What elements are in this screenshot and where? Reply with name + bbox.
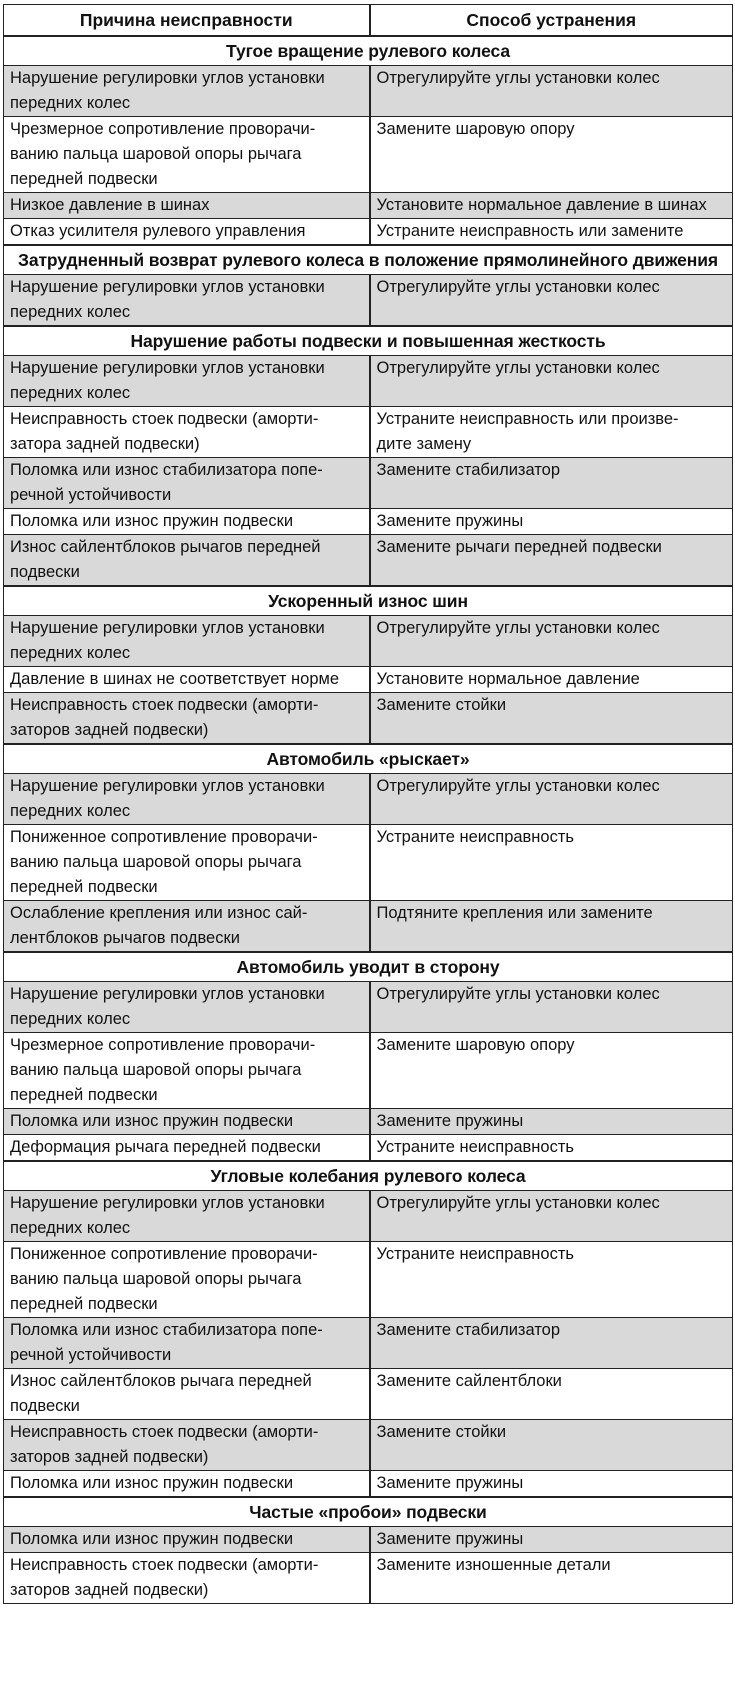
cause-cell	[4, 1420, 370, 1471]
table-row	[4, 1135, 733, 1162]
cause-cell	[4, 193, 370, 219]
cause-text: Неисправность стоек подвески (аморти- заторов задней подвески)	[10, 696, 319, 739]
remedy-cell	[370, 193, 733, 219]
remedy-text: Устраните неисправность	[376, 828, 575, 846]
table-row	[4, 1242, 733, 1318]
remedy-cell	[370, 982, 733, 1033]
remedy-text: Установите нормальное давление	[376, 670, 640, 688]
cause-cell	[4, 509, 370, 535]
cause-text: Неисправность стоек подвески (аморти- затора задней подвески)	[10, 410, 319, 453]
cause-cell	[4, 1033, 370, 1109]
table-row	[4, 825, 733, 901]
cause-cell	[4, 535, 370, 587]
remedy-cell	[370, 693, 733, 745]
remedy-text: Отрегулируйте углы установки колес	[376, 985, 660, 1003]
cause-text: Чрезмерное сопротивление проворачи- ванию пальца шаровой опоры рычага передней подвески	[10, 1036, 316, 1104]
table-row	[4, 901, 733, 953]
table-row	[4, 458, 733, 509]
cause-text: Поломка или износ пружин подвески	[10, 1112, 294, 1130]
remedy-text: Устраните неисправность	[376, 1245, 575, 1263]
remedy-text: Замените сайлентблоки	[376, 1372, 562, 1390]
cause-text: Отказ усилителя рулевого управления	[10, 222, 306, 240]
cause-text: Нарушение регулировки углов установки передних колес	[10, 359, 325, 402]
remedy-cell	[370, 616, 733, 667]
section-row	[4, 1161, 733, 1191]
table-row	[4, 616, 733, 667]
cause-text: Неисправность стоек подвески (аморти- заторов задней подвески)	[10, 1556, 319, 1599]
remedy-text: Замените стойки	[376, 696, 507, 714]
table-row	[4, 66, 733, 117]
cause-text: Пониженное сопротивление проворачи- ванию пальца шаровой опоры рычага передней подвески	[10, 1245, 318, 1313]
remedy-text: Подтяните крепления или замените	[376, 904, 653, 922]
remedy-cell	[370, 407, 733, 458]
table-row	[4, 219, 733, 246]
cause-cell	[4, 693, 370, 745]
cause-text: Нарушение регулировки углов установки передних колес	[10, 1194, 325, 1237]
remedy-cell	[370, 1242, 733, 1318]
remedy-text: Замените рычаги передней подвески	[376, 538, 662, 556]
table-row	[4, 407, 733, 458]
cause-cell	[4, 1527, 370, 1553]
cause-text: Поломка или износ стабилизатора попе- речной устойчивости	[10, 461, 323, 504]
section-title: Тугое вращение рулевого колеса	[4, 36, 733, 66]
cause-cell	[4, 1242, 370, 1318]
table-row	[4, 1033, 733, 1109]
remedy-text: Замените пружины	[376, 1474, 524, 1492]
table-row	[4, 117, 733, 193]
cause-cell	[4, 275, 370, 327]
remedy-cell	[370, 1033, 733, 1109]
section-title: Нарушение работы подвески и повышенная жесткость	[4, 326, 733, 356]
cause-cell	[4, 1135, 370, 1162]
section-title: Ускоренный износ шин	[4, 586, 733, 616]
cause-cell	[4, 458, 370, 509]
table-row	[4, 667, 733, 693]
remedy-cell	[370, 901, 733, 953]
cause-text: Ослабление крепления или износ сай- лентблоков рычагов подвески	[10, 904, 308, 947]
remedy-cell	[370, 667, 733, 693]
cause-cell	[4, 825, 370, 901]
header-remedy: Способ устранения	[370, 5, 733, 37]
table-row	[4, 275, 733, 327]
table-row	[4, 535, 733, 587]
section-row	[4, 586, 733, 616]
section-row	[4, 245, 733, 275]
remedy-cell	[370, 1553, 733, 1604]
remedy-cell	[370, 1369, 733, 1420]
remedy-cell	[370, 774, 733, 825]
section-row	[4, 326, 733, 356]
remedy-text: Отрегулируйте углы установки колес	[376, 619, 660, 637]
cause-cell	[4, 356, 370, 407]
remedy-text: Устраните неисправность или произве- дите замену	[376, 410, 679, 453]
table-row	[4, 1191, 733, 1242]
cause-text: Низкое давление в шинах	[10, 196, 210, 214]
table-row	[4, 1318, 733, 1369]
cause-cell	[4, 117, 370, 193]
remedy-text: Замените стабилизатор	[376, 461, 561, 479]
cause-cell	[4, 1318, 370, 1369]
cause-cell	[4, 667, 370, 693]
remedy-text: Отрегулируйте углы установки колес	[376, 1194, 660, 1212]
remedy-cell	[370, 66, 733, 117]
table-row	[4, 1527, 733, 1553]
section-row	[4, 744, 733, 774]
remedy-text: Замените пружины	[376, 1112, 524, 1130]
cause-text: Нарушение регулировки углов установки передних колес	[10, 69, 325, 112]
remedy-text: Установите нормальное давление в шинах	[376, 196, 707, 214]
remedy-text: Замените стабилизатор	[376, 1321, 561, 1339]
remedy-cell	[370, 356, 733, 407]
table-row	[4, 1109, 733, 1135]
remedy-text: Отрегулируйте углы установки колес	[376, 69, 660, 87]
table-body	[4, 36, 733, 1604]
remedy-cell	[370, 1471, 733, 1498]
section-title: Частые «пробои» подвески	[4, 1497, 733, 1527]
cause-text: Чрезмерное сопротивление проворачи- ванию пальца шаровой опоры рычага передней подвески	[10, 120, 316, 188]
cause-cell	[4, 616, 370, 667]
section-title: Угловые колебания рулевого колеса	[4, 1161, 733, 1191]
cause-text: Поломка или износ стабилизатора попе- речной устойчивости	[10, 1321, 323, 1364]
remedy-text: Замените изношенные детали	[376, 1556, 611, 1574]
cause-text: Поломка или износ пружин подвески	[10, 1474, 294, 1492]
table-row	[4, 774, 733, 825]
cause-text: Неисправность стоек подвески (аморти- заторов задней подвески)	[10, 1423, 319, 1466]
remedy-text: Отрегулируйте углы установки колес	[376, 359, 660, 377]
remedy-text: Замените пружины	[376, 512, 524, 530]
remedy-cell	[370, 1135, 733, 1162]
cause-cell	[4, 1369, 370, 1420]
section-row	[4, 952, 733, 982]
cause-cell	[4, 982, 370, 1033]
table-row	[4, 982, 733, 1033]
remedy-cell	[370, 1318, 733, 1369]
remedy-text: Отрегулируйте углы установки колес	[376, 777, 660, 795]
cause-text: Износ сайлентблоков рычагов передней подвески	[10, 538, 321, 581]
table-row	[4, 1471, 733, 1498]
table-row	[4, 1420, 733, 1471]
cause-cell	[4, 1191, 370, 1242]
cause-text: Давление в шинах не соответствует норме	[10, 670, 340, 688]
cause-text: Поломка или износ пружин подвески	[10, 512, 294, 530]
remedy-text: Устраните неисправность или замените	[376, 222, 684, 240]
cause-text: Нарушение регулировки углов установки передних колес	[10, 985, 325, 1028]
cause-cell	[4, 1553, 370, 1604]
remedy-cell	[370, 458, 733, 509]
remedy-text: Замените стойки	[376, 1423, 507, 1441]
remedy-cell	[370, 275, 733, 327]
header-cause: Причина неисправности	[4, 5, 370, 37]
cause-text: Деформация рычага передней подвески	[10, 1138, 321, 1156]
remedy-text: Замените пружины	[376, 1530, 524, 1548]
remedy-text: Отрегулируйте углы установки колес	[376, 278, 660, 296]
cause-cell	[4, 66, 370, 117]
section-title: Автомобиль уводит в сторону	[4, 952, 733, 982]
remedy-cell	[370, 1527, 733, 1553]
remedy-cell	[370, 535, 733, 587]
cause-text: Пониженное сопротивление проворачи- ванию пальца шаровой опоры рычага передней подвески	[10, 828, 318, 896]
header-row	[4, 5, 733, 37]
table-row	[4, 1369, 733, 1420]
table-row	[4, 693, 733, 745]
cause-cell	[4, 1471, 370, 1498]
section-row	[4, 1497, 733, 1527]
remedy-cell	[370, 1109, 733, 1135]
remedy-cell	[370, 219, 733, 246]
table-row	[4, 1553, 733, 1604]
cause-cell	[4, 1109, 370, 1135]
troubleshooting-table	[3, 4, 733, 1604]
remedy-cell	[370, 825, 733, 901]
table-row	[4, 509, 733, 535]
remedy-cell	[370, 509, 733, 535]
cause-text: Нарушение регулировки углов установки передних колес	[10, 777, 325, 820]
remedy-text: Замените шаровую опору	[376, 1036, 575, 1054]
section-title: Автомобиль «рыскает»	[4, 744, 733, 774]
section-title: Затрудненный возврат рулевого колеса в положение прямолинейного движения	[4, 245, 733, 275]
remedy-text: Устраните неисправность	[376, 1138, 575, 1156]
cause-cell	[4, 901, 370, 953]
remedy-cell	[370, 1420, 733, 1471]
cause-cell	[4, 774, 370, 825]
remedy-cell	[370, 117, 733, 193]
cause-text: Износ сайлентблоков рычага передней подвески	[10, 1372, 312, 1415]
remedy-text: Замените шаровую опору	[376, 120, 575, 138]
cause-cell	[4, 219, 370, 246]
section-row	[4, 36, 733, 66]
cause-cell	[4, 407, 370, 458]
remedy-cell	[370, 1191, 733, 1242]
cause-text: Нарушение регулировки углов установки передних колес	[10, 619, 325, 662]
table-row	[4, 193, 733, 219]
cause-text: Поломка или износ пружин подвески	[10, 1530, 294, 1548]
table-row	[4, 356, 733, 407]
cause-text: Нарушение регулировки углов установки передних колес	[10, 278, 325, 321]
